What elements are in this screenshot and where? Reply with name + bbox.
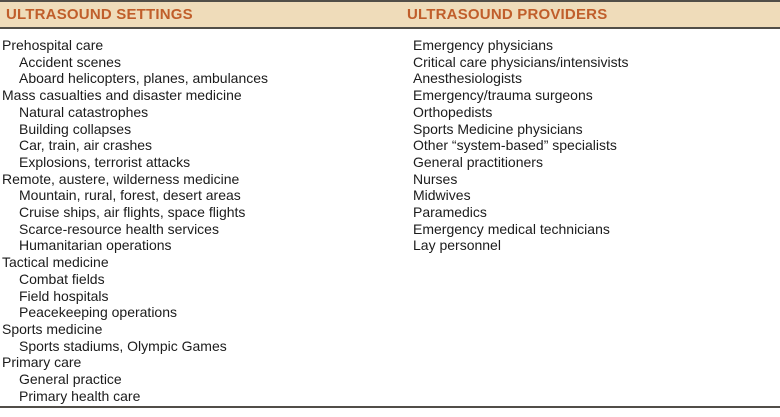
- list-item: Emergency physicians: [413, 37, 554, 53]
- settings-list: [0, 37, 413, 404]
- list-item: Other “system-based” specialists: [413, 137, 617, 154]
- list-item: Field hospitals: [19, 287, 109, 304]
- list-item: Peacekeeping operations: [19, 304, 178, 321]
- list-item: Combat fields: [19, 270, 105, 287]
- list-item: Lay personnel: [413, 237, 501, 254]
- list-item: Humanitarian operations: [19, 237, 172, 254]
- list-item: Anesthesiologists: [413, 70, 522, 87]
- list-item: Sports Medicine physicians: [413, 120, 583, 137]
- list-item: Natural catastrophes: [19, 103, 149, 120]
- providers-list: [413, 37, 780, 404]
- list-item: Primary care: [2, 354, 82, 371]
- list-item: Accident scenes: [19, 53, 121, 70]
- list-item: Primary health care: [19, 387, 141, 404]
- list-item: General practitioners: [413, 153, 543, 170]
- list-item: Emergency/trauma surgeons: [413, 87, 593, 104]
- list-item: Sports stadiums, Olympic Games: [19, 337, 227, 354]
- list-item: Emergency medical technicians: [413, 220, 610, 237]
- list-item: Orthopedists: [413, 103, 493, 120]
- list-item: Critical care physicians/intensivists: [413, 53, 629, 70]
- column-header-ultrasound-settings: ULTRASOUND SETTINGS: [6, 6, 193, 23]
- list-item: Aboard helicopters, planes, ambulances: [19, 70, 269, 87]
- list-item: General practice: [19, 371, 122, 388]
- list-item: Paramedics: [413, 204, 487, 221]
- list-item: Nurses: [413, 170, 458, 187]
- list-item: Sports medicine: [2, 320, 103, 337]
- list-item: Mountain, rural, forest, desert areas: [19, 187, 241, 204]
- list-item: Midwives: [413, 187, 471, 204]
- table-header-row: [0, 0, 780, 29]
- list-item: Prehospital care: [2, 37, 104, 53]
- table-body: [0, 29, 780, 404]
- list-item: Building collapses: [19, 120, 132, 137]
- list-item: Mass casualties and disaster medicine: [2, 87, 242, 104]
- list-item: Remote, austere, wilderness medicine: [2, 170, 240, 187]
- list-item: Tactical medicine: [2, 254, 109, 271]
- table-bottom-rule: [0, 406, 780, 408]
- list-item: Scarce-resource health services: [19, 220, 219, 237]
- column-header-ultrasound-providers: ULTRASOUND PROVIDERS: [407, 6, 608, 23]
- list-item: Car, train, air crashes: [19, 137, 153, 154]
- list-item: Explosions, terrorist attacks: [19, 153, 191, 170]
- list-item: Cruise ships, air flights, space flights: [19, 204, 246, 221]
